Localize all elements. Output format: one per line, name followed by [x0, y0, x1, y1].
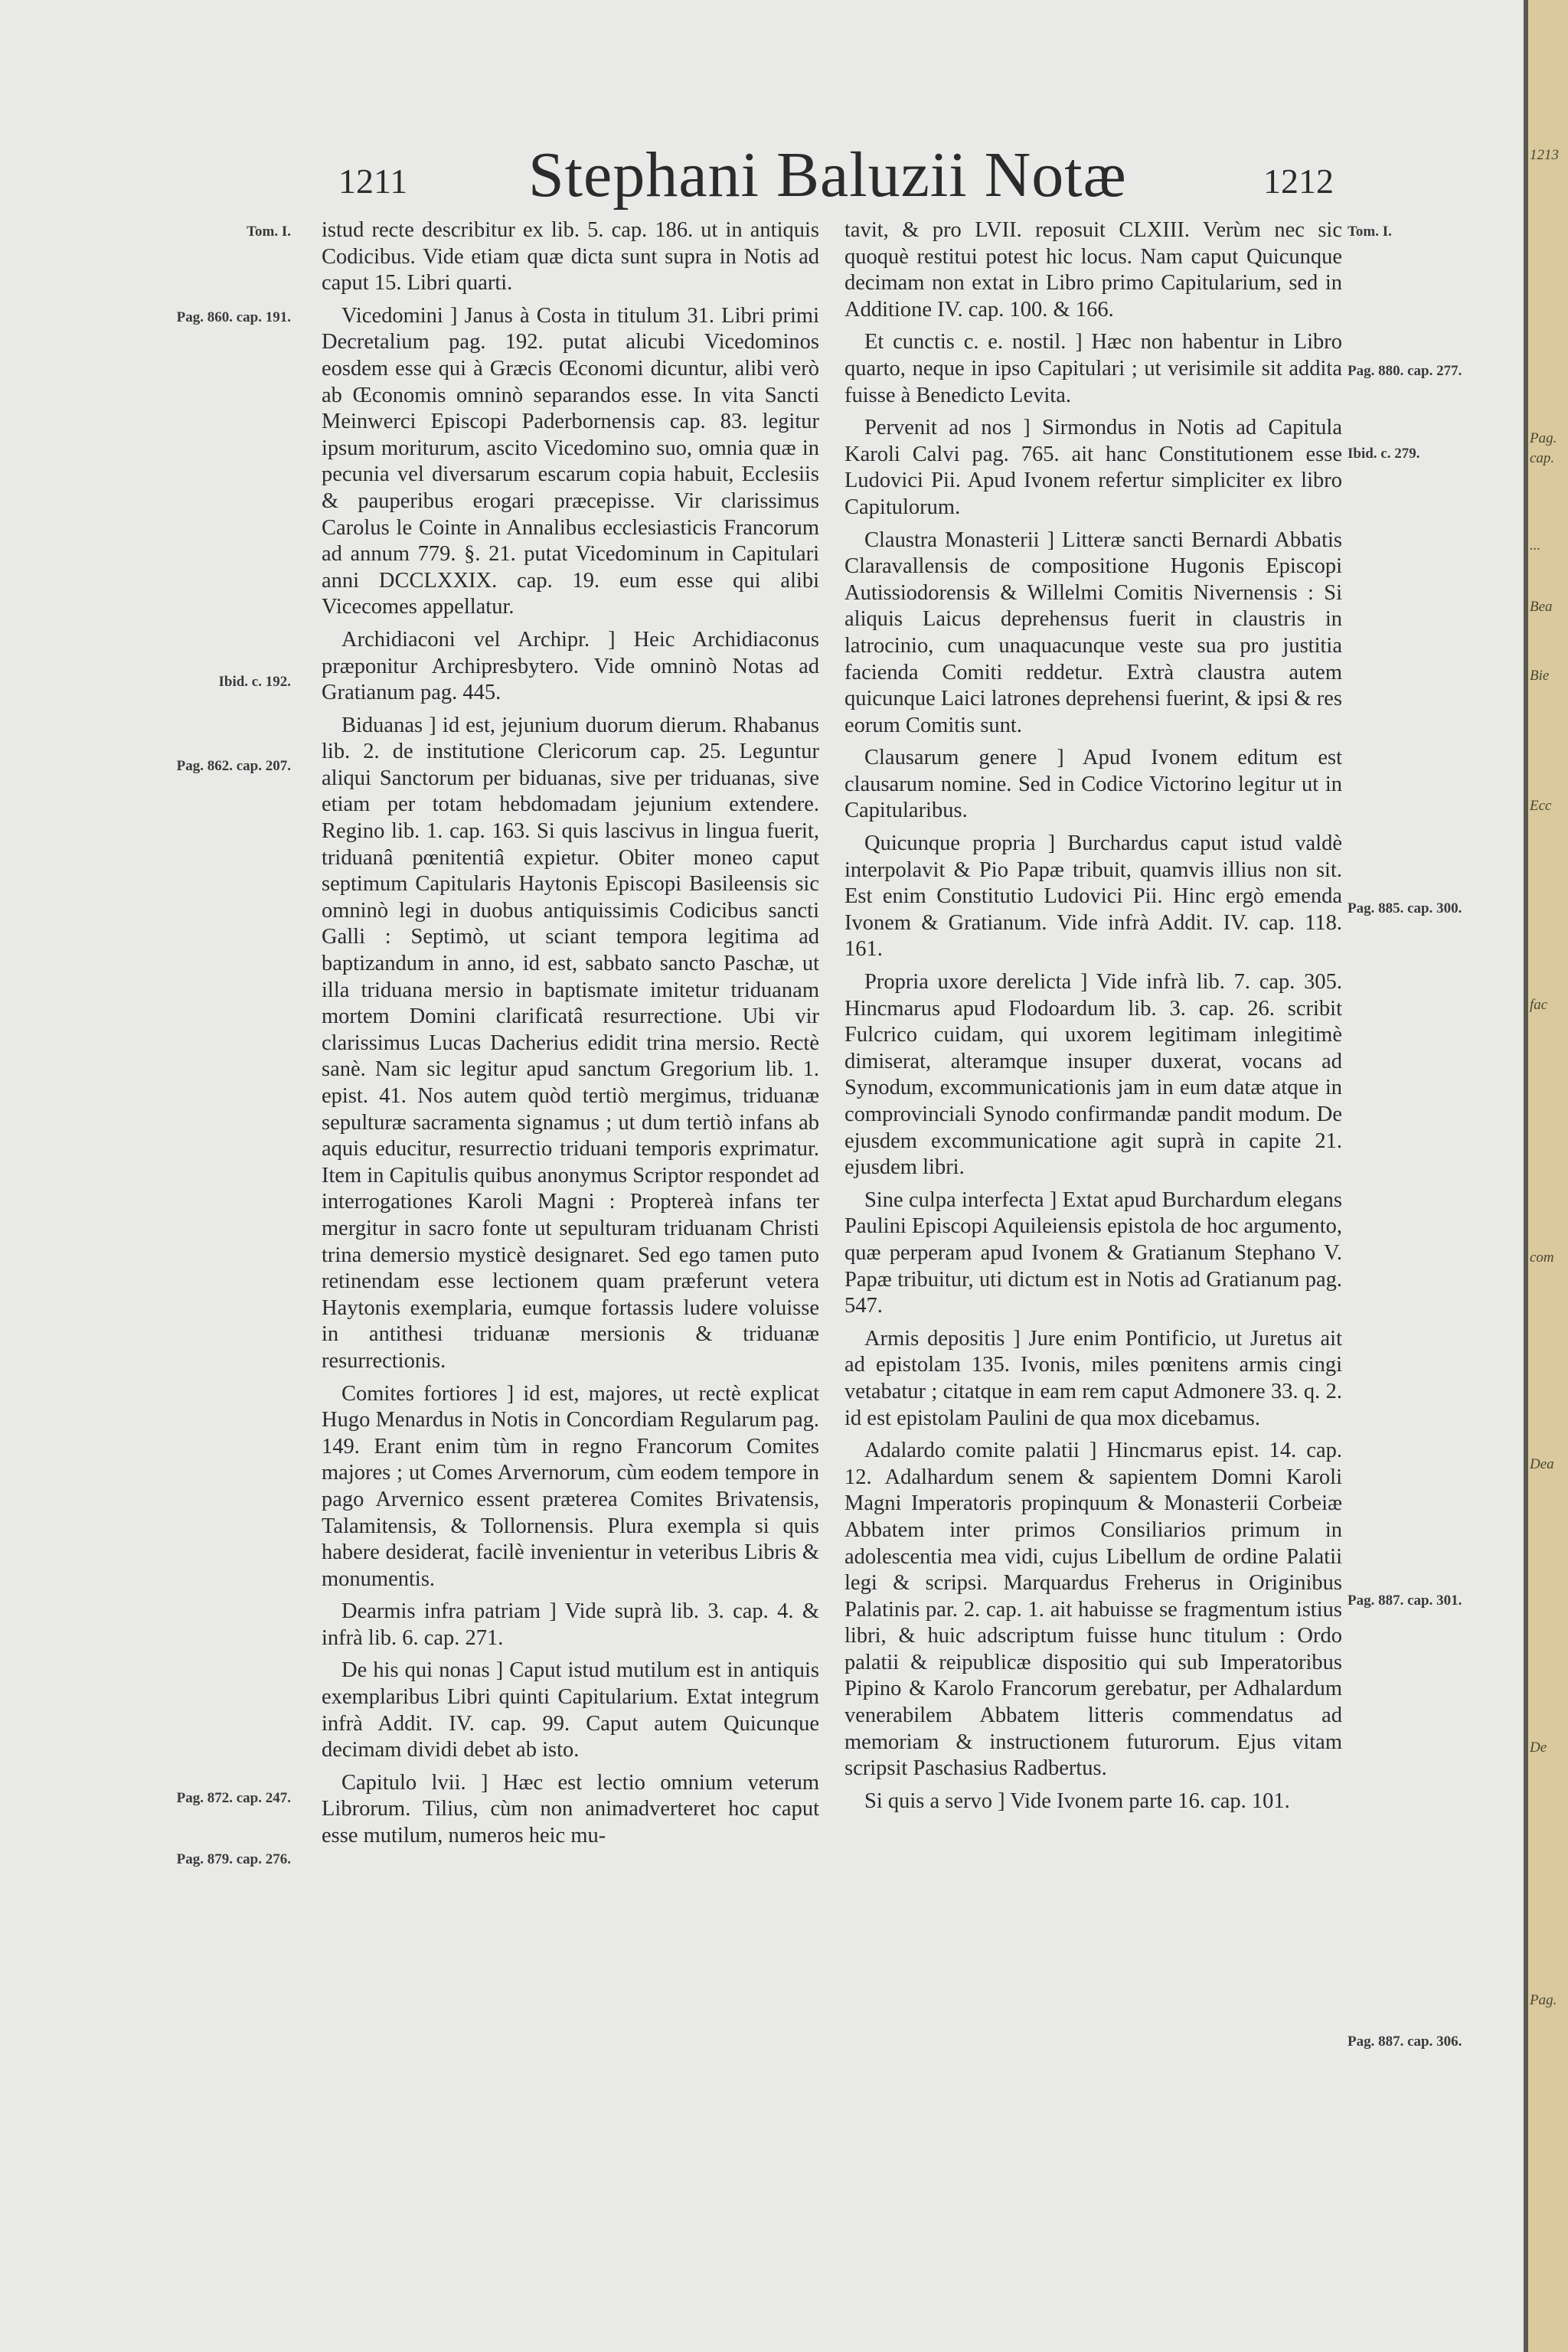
- paragraph: Pervenit ad nos ] Sirmondus in Notis ad Capitula Karoli Calvi pag. 765. ait hanc Constitutionem esse Ludovici Pii. Apud Ivonem refertur simpliciter ex libro Capitulorum.: [844, 416, 1342, 519]
- page-number-left: 1211: [338, 162, 408, 201]
- edge-fragment: Pag.: [1530, 430, 1557, 446]
- paragraph: Propria uxore derelicta ] Vide infrà lib. 7. cap. 305. Hincmarus apud Flodoardum lib. 3. cap. 26. scribit Fulcrico cuidam, qui uxorem legitimam inlegitimè dimiserat, alteramque insuper duxerat, vocans ad Synodum, excommunicationis jam in eum datæ atque in comprovinciali Synodo confirmandæ pandit modum. De ejusdem excommunicatione agit suprà in capite 21. ejusdem libri.: [844, 970, 1342, 1180]
- page-header: [0, 138, 1524, 211]
- margin-note: Pag. 879. cap. 276.: [176, 1851, 291, 1867]
- margin-note: Pag. 860. cap. 191.: [176, 309, 291, 325]
- paragraph: istud recte describitur ex lib. 5. cap. 186. ut in antiquis Codicibus. Vide etiam quæ dicta sunt supra in Notis ad caput 15. Libri quarti.: [322, 218, 819, 296]
- binding-gutter: [1524, 0, 1528, 2352]
- paragraph: Adalardo comite palatii ] Hincmarus epist. 14. cap. 12. Adalhardum senem & sapientem Domni Karoli Magni Imperatoris propinquum & Monasterii Corbeiæ Abbatem inter primos Consiliarios primum in adolescentia mea vidi, cujus Libellum de ordine Palatii legi & scripsi. Marquardus Freherus in Originibus Palatinis par. 2. cap. 1. ait habuisse se fragmentum istius libri, & huic adscriptum fuisse hunc titulum : Ordo palatii & reipublicæ dispositio qui sub Imperatoribus Pipino & Karolo Francorum gerebatur, per Adhalardum venerabilem Abbatem litteris commendatus ad memoriam & instructionem futurorum. Ejus vitam scripsit Paschasius Radbertus.: [844, 1439, 1342, 1781]
- margin-note: Pag. 887. cap. 306.: [1348, 2034, 1462, 2050]
- page-number-right: 1212: [1263, 162, 1334, 201]
- left-column: [322, 217, 819, 1850]
- margin-note: Tom. I.: [1348, 224, 1392, 240]
- paragraph: Biduanas ] id est, jejunium duorum dierum. Rhabanus lib. 2. de institutione Clericorum cap. 25. Leguntur aliqui Sanctorum per biduanas, sive per triduanas, sive etiam per totam hebdomadam jejunium extendere. Regino lib. 1. cap. 163. Si quis lascivus in lingua fuerit, triduanâ pœnitentiâ expietur. Obiter moneo caput septimum Capitularis Haytonis Episcopi Basileensis sic omninò legi in duobus antiquissimis Codicibus sancti Galli : Septimò, ut sciant tempora legitima ad baptizandum in anno, id est, sabbato sancto Paschæ, ut illa triduana mersio in baptismate imitetur triduanam mortem Domini clarificatâ resurrectione. Ubi vir clarissimus Lucas Dacherius edidit trina mersio. Rectè sanè. Nam sic legitur apud sanctum Gregorium lib. 1. epist. 41. Nos autem quòd tertiò mergimus, triduanæ sepulturæ sacramenta signamus ; ut dum tertiò infans ab aquis educitur, resurrectio triduani temporis exprimatur. Item in Capitulis quibus anonymus Scriptor respondet ad interrogationes Karoli Magni : Proptereà infans ter mergitur in sacro fonte ut sepulturam triduanam Christi trina demersio mysticè designaret. Sed ego tamen puto retinendam esse lectionem quam præferunt vetera Haytonis exemplaria, eumque fortassis ludere voluisse in antithesi triduanæ mersionis & triduanæ resurrectionis.: [322, 713, 819, 1373]
- paragraph: Vicedomini ] Janus à Costa in titulum 31. Libri primi Decretalium pag. 192. putat alicubi Vicedominos eosdem esse qui à Græcis Œconomi dicuntur, alibi verò ab Œconomis omninò separandos esse. In vita Sancti Meinwerci Episcopi Paderbornensis cap. 83. legitur ipsum moriturum, ascito Vicedomino suo, omnia quæ in pecunia vel diversarum escarum copia habuit, Ecclesiis & pauperibus erogari præcepisse. Vir clarissimus Carolus le Cointe in Annalibus ecclesiasticis Francorum ad annum 779. §. 21. putat Vicedominum in Capitulari anni DCCLXXIX. cap. 19. eum esse qui alibi Vicecomes appellatur.: [322, 303, 819, 619]
- paragraph: Si quis a servo ] Vide Ivonem parte 16. cap. 101.: [864, 1788, 1290, 1813]
- edge-fragment: ...: [1530, 537, 1541, 554]
- paragraph: Et cunctis c. e. nostil. ] Hæc non habentur in Libro quarto, neque in ipso Capitulari ; ut verisimile sit addita fuisse à Benedicto Levita.: [844, 330, 1342, 407]
- margin-note: Pag. 885. cap. 300.: [1348, 900, 1462, 916]
- paragraph: Capitulo lvii. ] Hæc est lectio omnium veterum Librorum. Tilius, cùm non animadverteret hoc caput esse mutilum, numeros heic mu-: [322, 1770, 819, 1848]
- margin-note: Pag. 862. cap. 207.: [176, 758, 291, 774]
- margin-note: Ibid. c. 192.: [218, 674, 291, 690]
- edge-fragment: 1213: [1530, 147, 1559, 163]
- edge-fragment: Dea: [1530, 1456, 1554, 1472]
- edge-fragment: Bea: [1530, 599, 1553, 615]
- edge-fragment: cap.: [1530, 450, 1555, 466]
- edge-fragment: com: [1530, 1250, 1554, 1266]
- paragraph: Sine culpa interfecta ] Extat apud Burchardum elegans Paulini Episcopi Aquileiensis epistola de hoc argumento, quæ perperam apud Ivonem & Gratianum Stephano V. Papæ tribuitur, uti dictum est in Notis ad Gratianum pag. 547.: [844, 1187, 1342, 1318]
- paragraph: Archidiaconi vel Archipr. ] Heic Archidiaconus præponitur Archipresbytero. Vide omninò Notas ad Gratianum pag. 445.: [322, 627, 819, 705]
- paragraph: Clausarum genere ] Apud Ivonem editum est clausarum nomine. Sed in Codice Victorino legitur ut in Capitularibus.: [844, 746, 1342, 823]
- margin-note: Pag. 872. cap. 247.: [176, 1790, 291, 1806]
- margin-note: Pag. 880. cap. 277.: [1348, 363, 1462, 379]
- edge-fragment: Pag.: [1530, 1992, 1557, 2008]
- margin-note: Pag. 887. cap. 301.: [1348, 1592, 1462, 1609]
- paragraph: Dearmis infra patriam ] Vide suprà lib. 3. cap. 4. & infrà lib. 6. cap. 271.: [322, 1599, 819, 1650]
- right-column: [844, 217, 1342, 1815]
- paragraph: tavit, & pro LVII. reposuit CLXIII. Verùm nec sic quoquè restitui potest hic locus. Nam caput Quicunque decimam non extat in Libro primo Capitularium, sed in Additione IV. cap. 100. & 166.: [844, 218, 1342, 322]
- paragraph: Claustra Monasterii ] Litteræ sancti Bernardi Abbatis Claravallensis de compositione Hugonis Episcopi Autissiodorensis & Willelmi Comitis Nivernensis : Si aliquis Laicus deprehensus fuerit in claustris in latrocinio, cum unaquacunque veste sua pro justitia facienda Comiti reddetur. Extrà claustra autem quicunque Laici latrones deprehensi fuerint, & ipsi & res eorum Comitis sunt.: [844, 528, 1342, 737]
- margin-note: Tom. I.: [247, 224, 291, 240]
- running-title: Stephani Baluzii Notæ: [528, 139, 1127, 211]
- edge-fragment: De: [1530, 1740, 1547, 1756]
- paragraph: Quicunque propria ] Burchardus caput istud valdè interpolavit & Pio Papæ tribuit, quamvis illius non sit. Est enim Constitutio Ludovici Pii. Hinc ergò emenda Ivonem & Gratianum. Vide infrà Addit. IV. cap. 118. 161.: [844, 831, 1342, 962]
- paragraph: De his qui nonas ] Caput istud mutilum est in antiquis exemplaribus Libri quinti Capitularium. Extat integrum infrà Addit. IV. cap. 99. Caput autem Quicunque decimam dividi debet ab isto.: [322, 1658, 819, 1762]
- edge-fragment: Bie: [1530, 668, 1550, 684]
- edge-fragment: fac: [1530, 997, 1548, 1013]
- margin-note: Ibid. c. 279.: [1348, 446, 1420, 462]
- adjacent-page-edge: [1524, 0, 1568, 2352]
- edge-fragment: Ecc: [1530, 798, 1552, 814]
- paragraph: Armis depositis ] Jure enim Pontificio, ut Juretus ait ad epistolam 135. Ivonis, miles pœnitens armis cingi vetabatur ; citatque in eam rem caput Admonere 33. q. 2. id est epistolam Paulini de qua mox dicebamus.: [844, 1326, 1342, 1430]
- paragraph: Comites fortiores ] id est, majores, ut rectè explicat Hugo Menardus in Notis in Concordiam Regularum pag. 149. Erant enim tùm in regno Francorum Comites majores ; ut Comes Arvernorum, cùm eodem tempore in pago Arvernico essent præterea Comites Brivatensis, Talamitensis, & Tollornensis. Plura exempla si quis habere desiderat, facilè invenientur in veteribus Libris & monumentis.: [322, 1381, 819, 1591]
